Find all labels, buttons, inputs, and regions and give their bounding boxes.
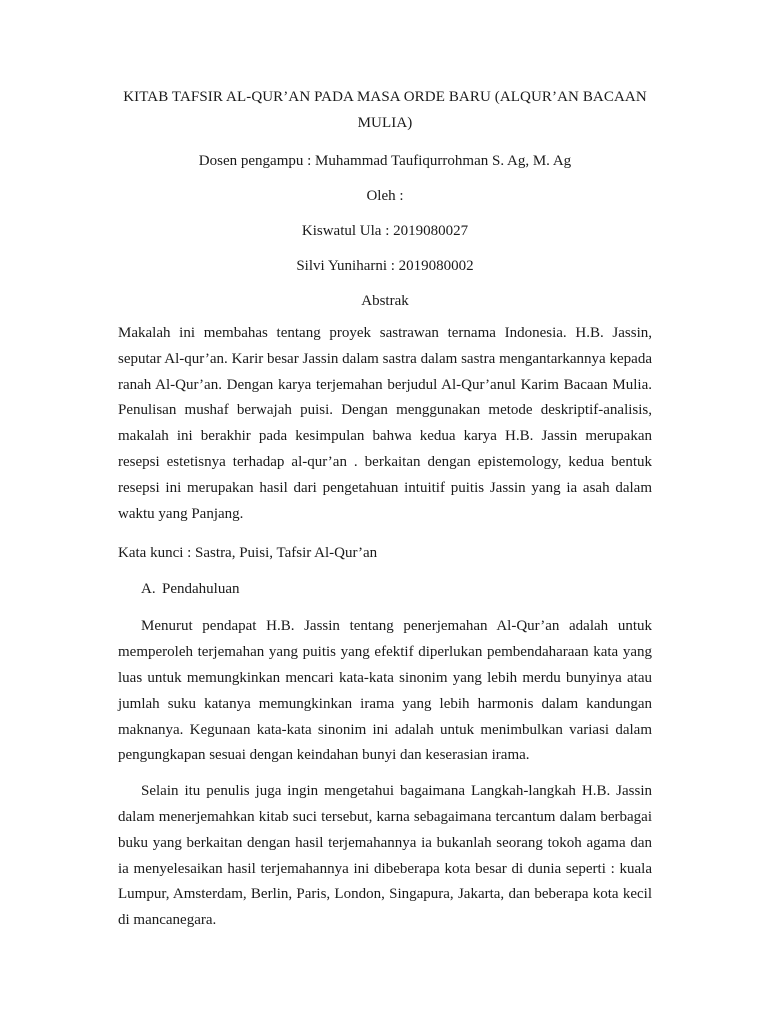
author-line: Kiswatul Ula : 2019080027 bbox=[301, 223, 469, 239]
abstract-text: Makalah ini membahas tentang proyek sastrawan ternama Indonesia. H.B. Jassin, seputar Al-qur’an. Karir besar Jassin dalam sastra dalam sastra mengantarkannya kepada ranah Al-Qur’an. Dengan karya terjemahan berjudul Al-Qur’anul Karim Bacaan Mulia. Penulisan mushaf berwajah puisi. Dengan menggunakan metode deskriptif-analisis, makalah ini berakhir pada kesimpulan bahwa kedua karya H.B. Jassin merupakan resepsi estetisnya terhadap al-qur’an . berkaitan dengan epistemology, kedua bentuk resepsi ini merupakan hasil dari pengetahuan intuitif puitis Jassin yang ia asah dalam waktu yang Panjang. bbox=[118, 325, 652, 522]
author-line: Silvi Yuniharni : 2019080002 bbox=[296, 258, 474, 274]
lecturer-line: Dosen pengampu : Muhammad Taufiqurrohman S. Ag, M. Ag bbox=[198, 153, 572, 169]
body-paragraph: Selain itu penulis juga ingin mengetahui bagaimana Langkah-langkah H.B. Jassin dalam menerjemahkan kitab suci tersebut, karna sebagaimana tercantum dalam berbagai buku yang berkaitan dengan hasil terjemahannya ia bukanlah seorang tokoh agama dan ia menyelesaikan hasil terjemahannya ini dibeberapa kota besar di dunia seperti : kuala Lumpur, Amsterdam, Berlin, Paris, London, Singapura, Jakarta, dan beberapa kota kecil di mancanegara. bbox=[118, 783, 652, 929]
section-title: Pendahuluan bbox=[162, 581, 240, 598]
by-label: Oleh : bbox=[366, 188, 404, 204]
document-content bbox=[118, 84, 652, 934]
body-paragraph: Menurut pendapat H.B. Jassin tentang penerjemahan Al-Qur’an adalah untuk memperoleh terjemahan yang puitis yang efektif diperlukan pembendaharaan kata yang luas untuk memungkinkan mencari kata-kata sinonim yang lebih merdu bunyinya atau jumlah suku katanya memungkinkan irama yang lebih harmonis dalam kandungan maknanya. Kegunaan kata-kata sinonim ini adalah untuk menimbulkan variasi dalam pengungkapan sesuai dengan keindahan bunyi dan keserasian irama. bbox=[118, 618, 652, 764]
paper-title: KITAB TAFSIR AL-QUR’AN PADA MASA ORDE BARU (ALQUR’AN BACAAN MULIA) bbox=[123, 89, 647, 131]
keywords-line: Kata kunci : Sastra, Puisi, Tafsir Al-Qur’an bbox=[118, 545, 378, 562]
abstract-heading: Abstrak bbox=[361, 293, 409, 309]
section-heading bbox=[118, 579, 652, 599]
section-number: A. bbox=[141, 581, 156, 598]
